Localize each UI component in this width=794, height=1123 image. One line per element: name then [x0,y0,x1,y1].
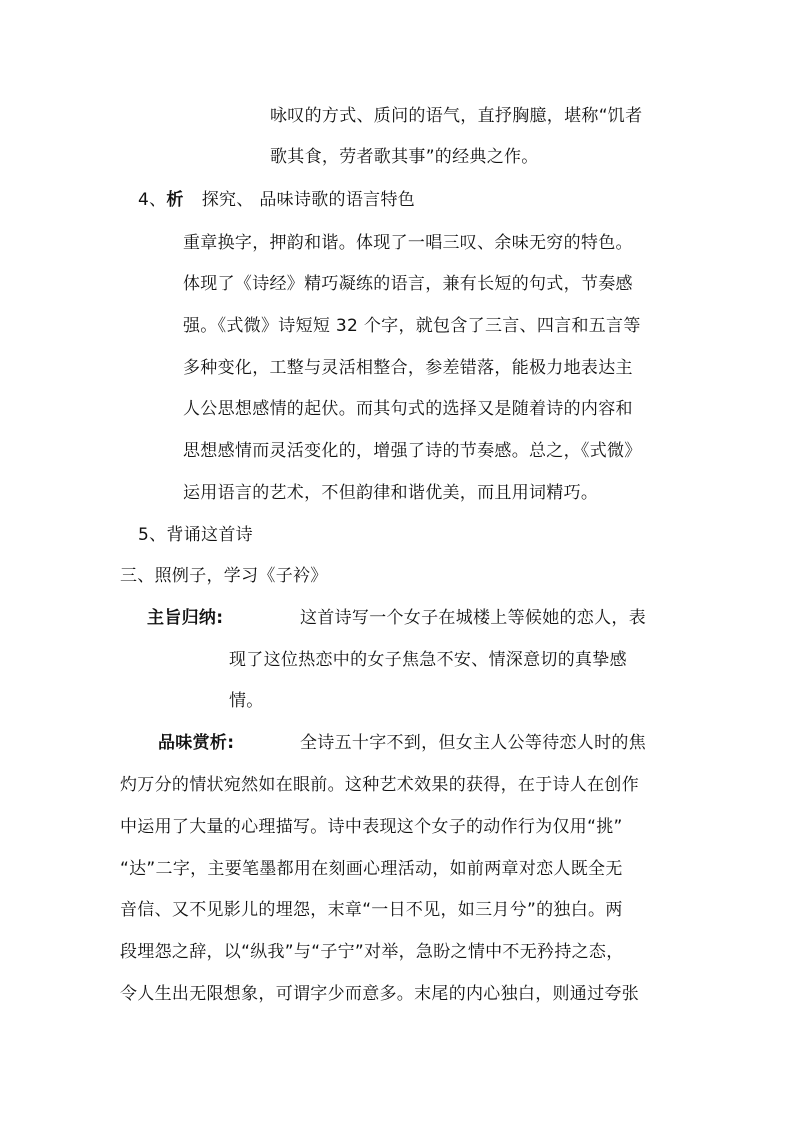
appreciation-line: “达”二字，主要笔墨都用在刻画心理活动，如前两章对恋人既全无 [120,859,623,879]
appreciation-line: 令人生出无限想象，可谓字少而意多。末尾的内心独白，则通过夸张 [120,984,639,1004]
item-4-heading [138,188,415,212]
theme-line: 情。 [229,691,264,711]
item-4-line: 运用语言的艺术，不但韵律和谐优美，而且用词精巧。 [183,483,599,503]
item-4-line: 体现了《诗经》精巧凝练的语言，兼有长短的句式，节奏感 [183,274,633,294]
appreciation-line: 音信、又不见影儿的埋怨，末章“一日不见，如三月兮”的独白。两 [120,900,623,920]
theme-line: 这首诗写一个女子在城楼上等候她的恋人，表 [300,608,646,628]
appreciation-line: 段埋怨之辞，以“纵我”与“子宁”对举，急盼之情中不无矜持之态， [120,942,624,962]
theme-label: 主旨归纳: [147,608,224,628]
appreciation-line: 中运用了大量的心理描写。诗中表现这个女子的动作行为仅用“挑” [120,817,623,837]
item-4-line: 强。《式微》诗短短 32 个字，就包含了三言、四言和五言等 [183,316,641,336]
item-5: 5、背诵这首诗 [138,525,253,545]
item-4-line: 多种变化，工整与灵活相整合，参差错落，能极力地表达主 [183,358,633,378]
item-4-line: 人公思想感情的起伏。而其句式的选择又是随着诗的内容和 [183,399,633,419]
section-3-heading: 三、照例子，学习《子衿》 [120,566,328,586]
theme-line: 现了这位热恋中的女子焦急不安、情深意切的真挚感 [229,650,627,670]
item-4-number: 4、 [138,190,167,210]
appreciation-line: 全诗五十字不到，但女主人公等待恋人时的焦 [300,733,646,753]
appreciation-label: 品味赏析: [158,733,235,753]
item-4-title-bold: 析 [166,190,184,210]
intro-line-1: 咏叹的方式、质问的语气，直抒胸臆，堪称“饥者 [270,106,643,126]
item-4-title: 探究、 品味诗歌的语言特色 [201,190,416,210]
intro-line-2: 歌其食，劳者歌其事”的经典之作。 [270,147,539,167]
item-4-line: 思想感情而灵活变化的，增强了诗的节奏感。总之，《式微》 [183,441,642,461]
item-4-line: 重章换字，押韵和谐。体现了一唱三叹、余味无穷的特色。 [183,233,633,253]
appreciation-line: 灼万分的情状宛然如在眼前。这种艺术效果的获得，在于诗人在创作 [120,775,639,795]
